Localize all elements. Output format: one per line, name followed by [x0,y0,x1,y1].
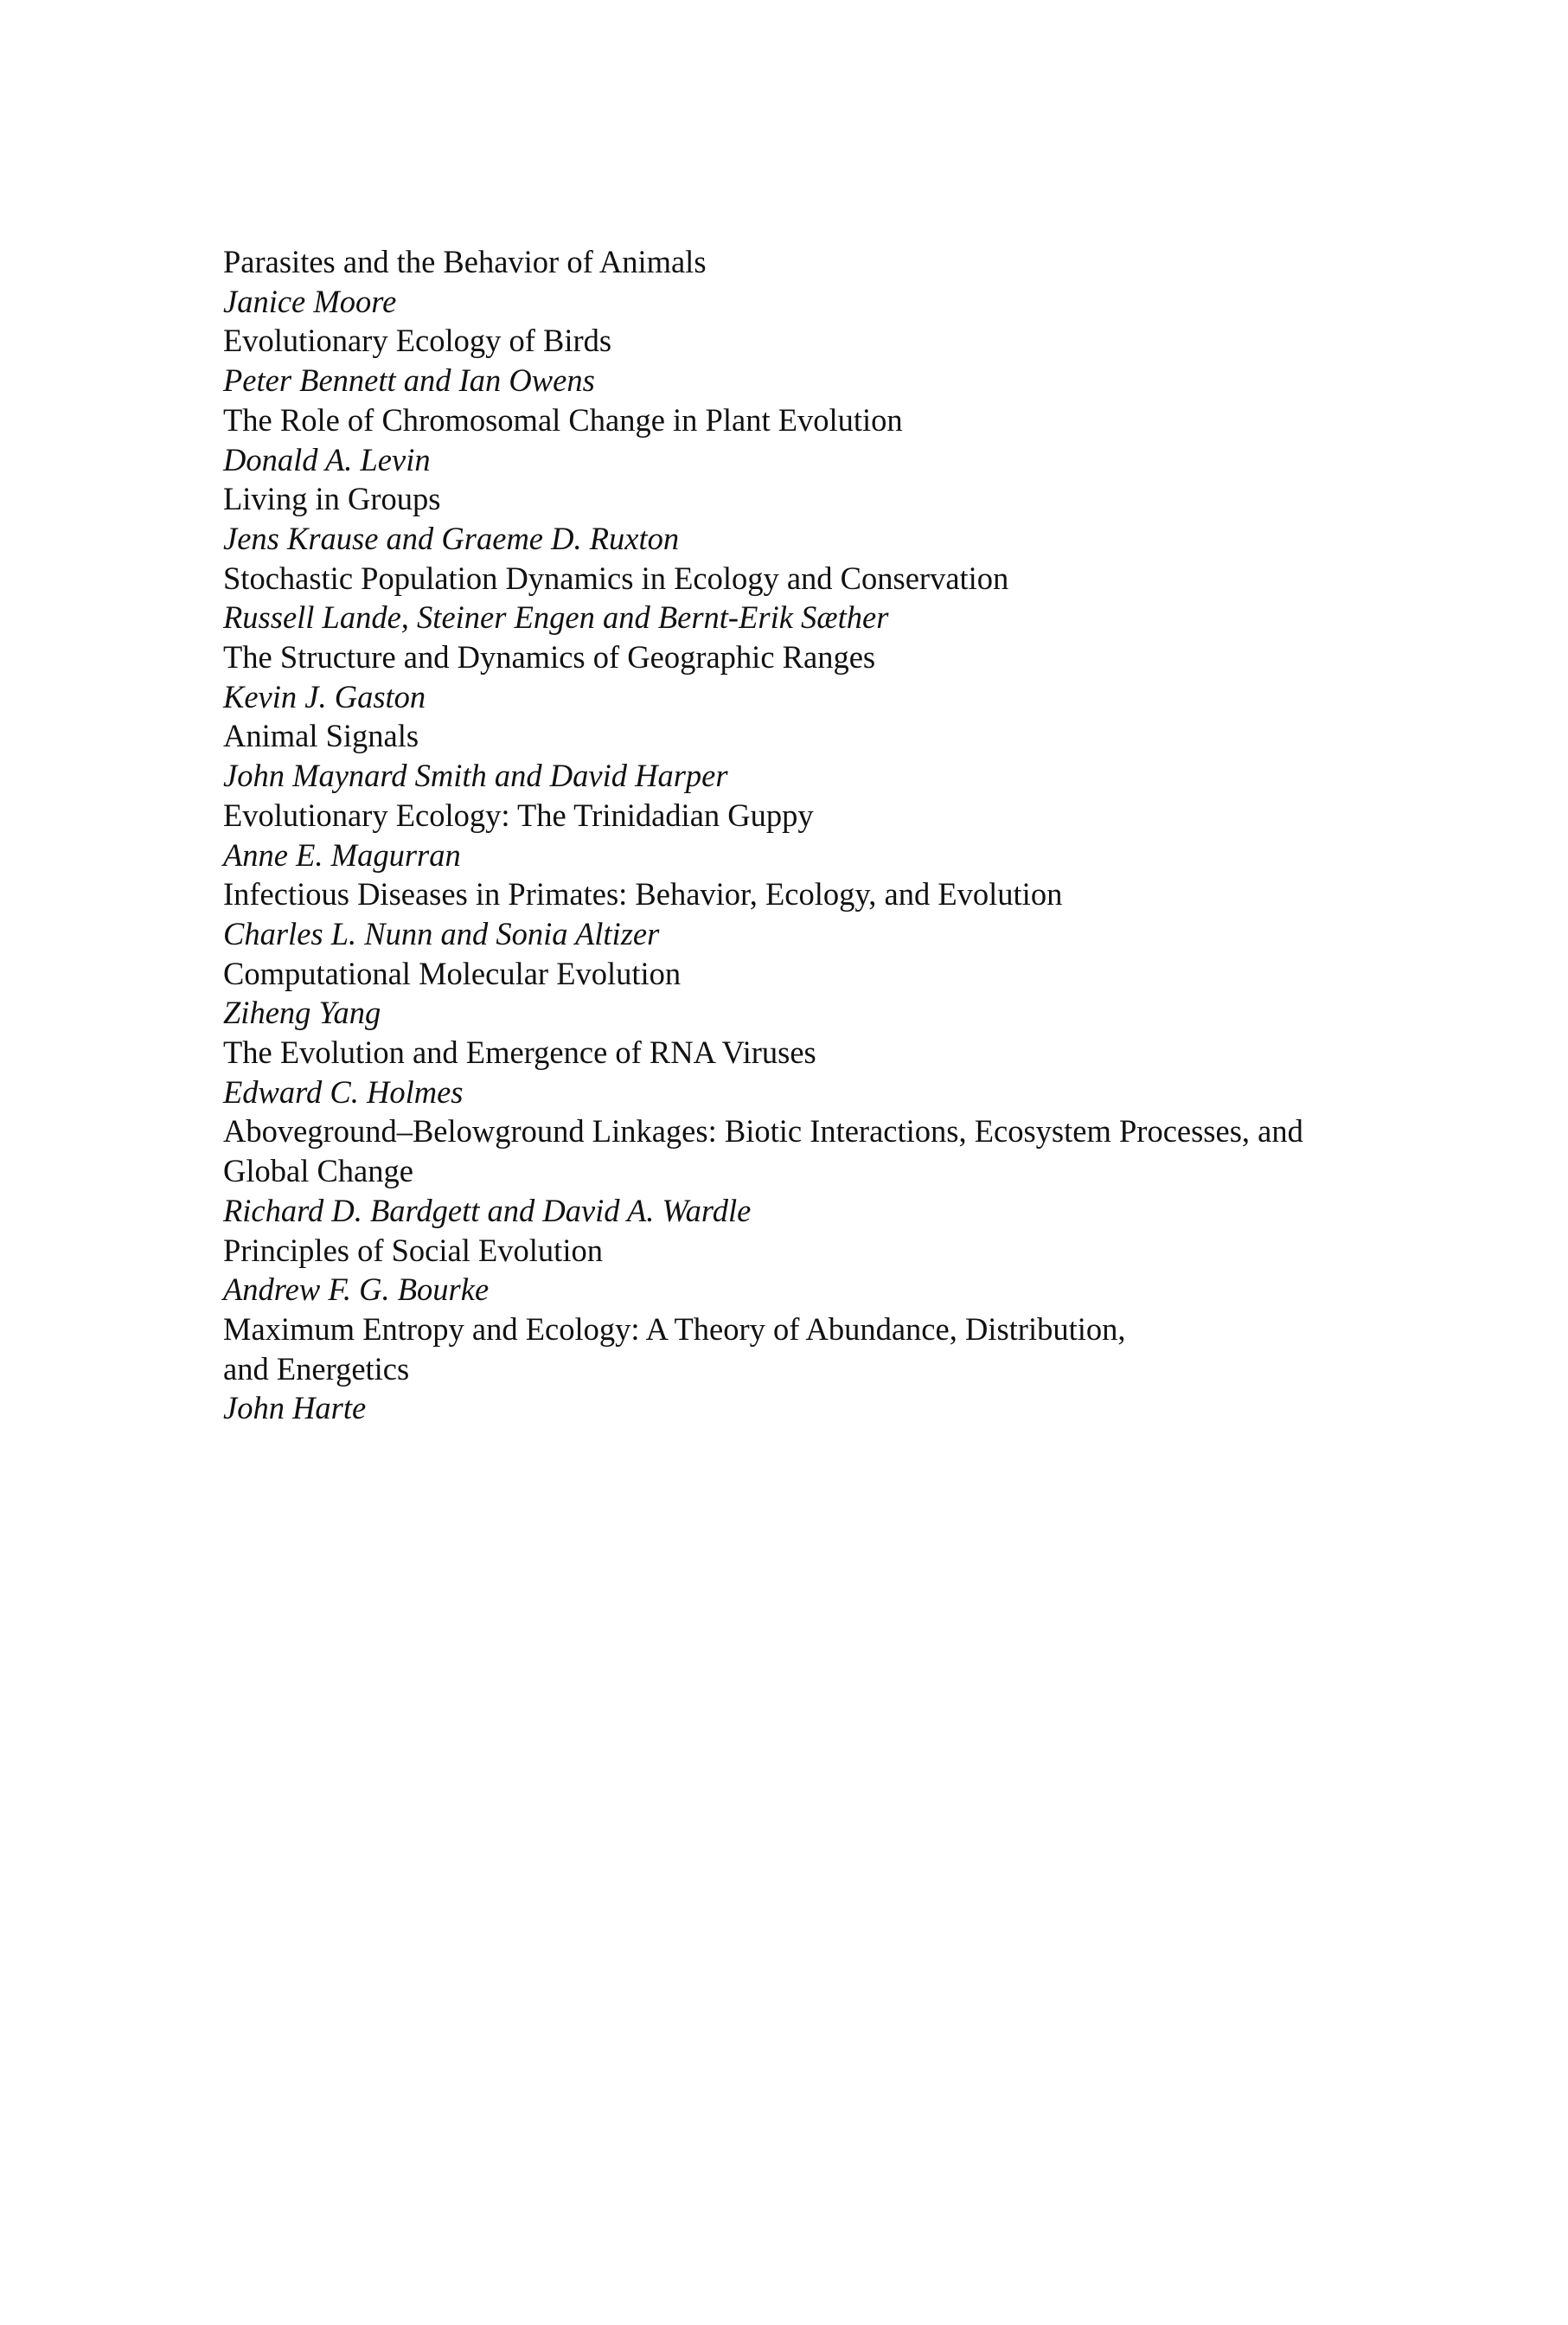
book-title-line-1: Maximum Entropy and Ecology: A Theory of Abundance, Distribution, [223,1310,1126,1347]
book-title: Infectious Diseases in Primates: Behavior, Ecology, and Evolution [223,876,1063,913]
list-item [223,559,1451,637]
list-item [223,242,1451,321]
book-author: Donald A. Levin [223,441,431,477]
book-title: Principles of Social Evolution [223,1232,603,1268]
book-author: Charles L. Nunn and Sonia Altizer [223,915,660,951]
list-item [223,1033,1451,1111]
list-item [223,637,1451,716]
book-title: The Structure and Dynamics of Geographic Ranges [223,639,876,676]
list-item [223,874,1451,953]
book-title-line-2: and Energetics [223,1350,410,1387]
book-author: John Maynard Smith and David Harper [223,758,728,794]
book-author: Anne E. Magurran [223,836,461,873]
list-item [223,400,1451,479]
book-author: Jens Krause and Graeme D. Ruxton [223,520,680,556]
book-title: The Evolution and Emergence of RNA Viruses [223,1034,816,1071]
list-item [223,1231,1451,1310]
book-author: John Harte [223,1390,367,1426]
book-title-line-1: Aboveground–Belowground Linkages: Biotic Interactions, Ecosystem Processes, and [223,1113,1303,1150]
book-author: Kevin J. Gaston [223,678,426,714]
book-title: Computational Molecular Evolution [223,955,682,991]
book-author: Richard D. Bardgett and David A. Wardle [223,1192,752,1228]
list-item [223,1310,1451,1428]
list-item [223,479,1451,558]
book-author: Ziheng Yang [223,995,381,1031]
book-title: Evolutionary Ecology of Birds [223,323,612,359]
book-title: Animal Signals [223,718,419,754]
book-title: Living in Groups [223,481,441,517]
book-title: Parasites and the Behavior of Animals [223,244,707,279]
book-author: Edward C. Holmes [223,1073,464,1110]
book-author: Peter Bennett and Ian Owens [223,362,595,399]
book-author: Andrew F. G. Bourke [223,1271,490,1308]
list-item [223,796,1451,874]
list-item [223,321,1451,400]
book-title: Evolutionary Ecology: The Trinidadian Guppy [223,797,814,833]
book-title-line-2: Global Change [223,1153,413,1189]
book-title: The Role of Chromosomal Change in Plant Evolution [223,401,903,438]
list-item [223,954,1451,1033]
book-series-list [223,242,1451,1428]
book-title: Stochastic Population Dynamics in Ecology and Conservation [223,560,1009,596]
list-item [223,1111,1451,1230]
book-author: Janice Moore [223,283,397,319]
list-item [223,716,1451,795]
book-author: Russell Lande, Steiner Engen and Bernt-Erik Sæther [223,599,889,636]
